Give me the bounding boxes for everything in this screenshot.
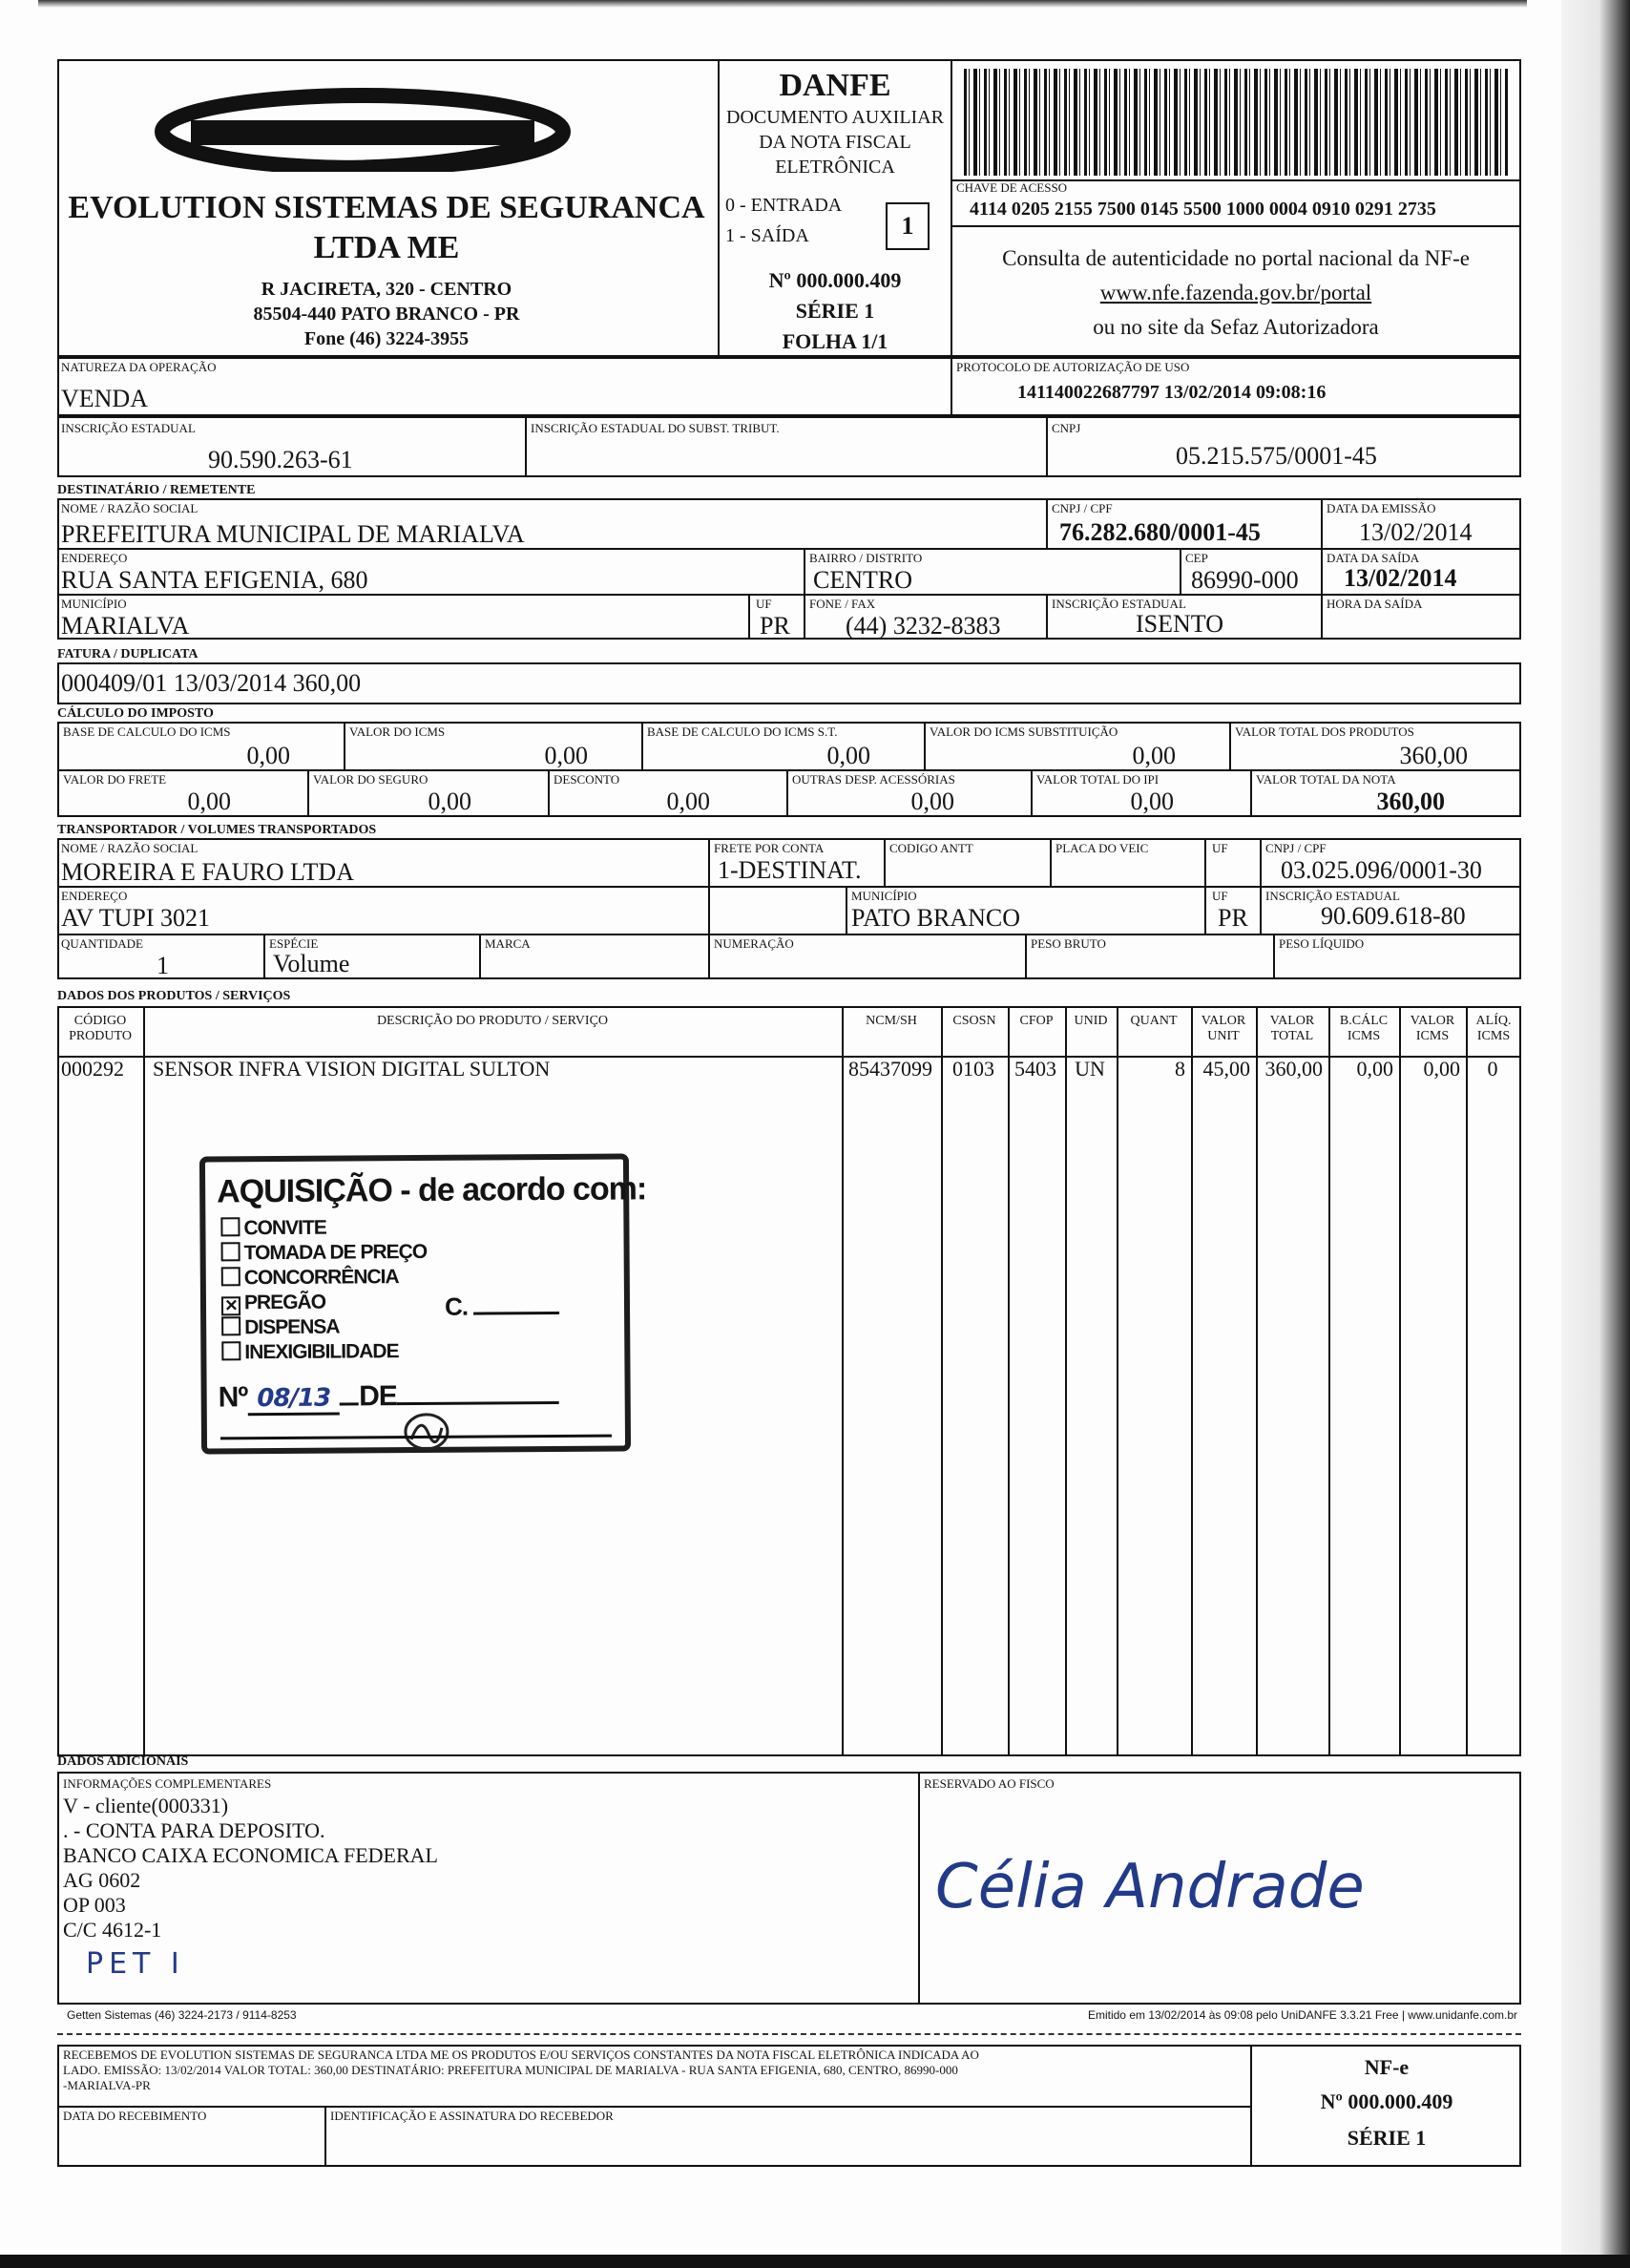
info-line: C/C 4612-1 bbox=[63, 1918, 162, 1942]
footer-emitido: Emitido em 13/02/2014 às 09:08 pelo UniDANFE 3.3.21 Free | www.unidanfe.com.br bbox=[1087, 2008, 1517, 2022]
imposto-label: VALOR TOTAL DA NOTA bbox=[1256, 772, 1396, 787]
fatura-section: FATURA / DUPLICATA bbox=[57, 647, 199, 662]
stamp-option-label: CONCORRÊNCIA bbox=[243, 1266, 399, 1290]
imposto-label: VALOR TOTAL DOS PRODUTOS bbox=[1235, 724, 1414, 739]
checkbox-icon bbox=[221, 1341, 240, 1360]
checked-box-icon: ✕ bbox=[221, 1296, 240, 1315]
danfe-tipo-box: 1 bbox=[886, 202, 930, 250]
stamp-numero-row bbox=[219, 1379, 559, 1414]
scan-top-shadow bbox=[38, 0, 1527, 8]
protocolo-label: PROTOCOLO DE AUTORIZAÇÃO DE USO bbox=[956, 360, 1190, 374]
dest-v-dates bbox=[1321, 498, 1323, 640]
stamp-option-label: PREGÃO bbox=[243, 1291, 326, 1314]
checkbox-icon bbox=[221, 1267, 240, 1286]
stamp-rubrica bbox=[398, 1411, 455, 1453]
imposto-label: VALOR TOTAL DO IPI bbox=[1036, 772, 1160, 787]
dest-cep-label: CEP bbox=[1185, 551, 1208, 565]
danfe-sub-3: ELETRÔNICA bbox=[775, 157, 895, 178]
dest-v-cep bbox=[1180, 548, 1181, 594]
checkbox-icon bbox=[220, 1217, 240, 1236]
transp-cnpj: 03.025.096/0001-30 bbox=[1281, 856, 1482, 884]
produtos-col-divider bbox=[143, 1006, 145, 1756]
produtos-col-divider bbox=[941, 1006, 943, 1756]
transp-nome: MOREIRA E FAURO LTDA bbox=[61, 858, 354, 886]
dest-v-uf bbox=[748, 594, 750, 640]
stamp-option bbox=[221, 1241, 428, 1266]
produto-unid: UN bbox=[1075, 1057, 1105, 1081]
transp-uf2-label: UF bbox=[1212, 889, 1228, 903]
danfe-sub-2: DA NOTA FISCAL bbox=[759, 132, 911, 153]
destinatario-section: DESTINATÁRIO / REMETENTE bbox=[57, 483, 256, 497]
dest-line-1 bbox=[57, 548, 1521, 550]
transp-nome-label: NOME / RAZÃO SOCIAL bbox=[61, 841, 199, 855]
ie-label: INSCRIÇÃO ESTADUAL bbox=[61, 421, 196, 435]
aquisicao-stamp bbox=[199, 1153, 647, 1454]
info-line: BANCO CAIXA ECONOMICA FEDERAL bbox=[63, 1843, 438, 1867]
imposto-label: VALOR DO ICMS SUBSTITUIÇÃO bbox=[930, 724, 1118, 739]
stamp-option bbox=[221, 1316, 340, 1340]
fisco-signature: Célia Andrade bbox=[935, 1852, 1365, 1922]
dest-bairro: CENTRO bbox=[813, 566, 912, 594]
transp-v-antt bbox=[884, 838, 886, 886]
produto-vicms: 0,00 bbox=[1423, 1057, 1460, 1081]
produtos-col-codigo: CÓDIGO PRODUTO bbox=[69, 1014, 132, 1043]
imposto-value: 0,00 bbox=[910, 788, 954, 815]
transp-uf-label: UF bbox=[1212, 841, 1228, 855]
transp-especie: Volume bbox=[273, 950, 350, 977]
produtos-col-divider bbox=[1256, 1006, 1258, 1756]
produtos-col-cfop: CFOP bbox=[1019, 1014, 1054, 1028]
ie-divider-1 bbox=[525, 416, 527, 477]
dest-endereco: RUA SANTA EFIGENIA, 680 bbox=[61, 566, 368, 594]
imposto-value: 0,00 bbox=[246, 742, 290, 769]
imposto-value: 0,00 bbox=[666, 788, 710, 815]
danfe-numero: Nº 000.000.409 bbox=[768, 268, 902, 292]
stamp-option-label: CONVITE bbox=[243, 1216, 326, 1240]
adicionais-divider bbox=[918, 1772, 920, 2005]
chave-consulta: Consulta de autenticidade no portal nacional da NF-e bbox=[1002, 246, 1470, 270]
produtos-col-divider bbox=[842, 1006, 844, 1756]
imposto-value: 360,00 bbox=[1376, 788, 1445, 815]
transp-v-uf bbox=[1204, 838, 1206, 934]
stamp-title: AQUISIÇÃO - de acordo com: bbox=[217, 1170, 647, 1210]
dest-endereco-label: ENDEREÇO bbox=[61, 551, 128, 565]
chave-label: CHAVE DE ACESSO bbox=[956, 180, 1068, 195]
produtos-col-bcalc: B.CÁLC ICMS bbox=[1339, 1014, 1389, 1043]
produto-vtotal: 360,00 bbox=[1264, 1057, 1323, 1081]
footer-software: Getten Sistemas (46) 3224-2173 / 9114-8253 bbox=[67, 2008, 297, 2022]
imposto-label: BASE DE CALCULO DO ICMS S.T. bbox=[647, 724, 838, 739]
dest-hora-label: HORA DA SAÍDA bbox=[1327, 597, 1423, 611]
transp-ie-label: INSCRIÇÃO ESTADUAL bbox=[1265, 889, 1400, 903]
canhoto-nfe: NF-e bbox=[1364, 2055, 1410, 2079]
info-label: INFORMAÇÕES COMPLEMENTARES bbox=[63, 1776, 272, 1791]
canhoto-mid-line bbox=[57, 2106, 1250, 2108]
canhoto-text-1: RECEBEMOS DE EVOLUTION SISTEMAS DE SEGURANCA LTDA ME OS PRODUTOS E/OU SERVIÇOS CONSTANTES DA NOTA FISCAL ELETRÔNICA INDICADA AO bbox=[63, 2048, 979, 2062]
info-line: . - CONTA PARA DEPOSITO. bbox=[63, 1818, 325, 1842]
produto-bcalc: 0,00 bbox=[1356, 1057, 1393, 1081]
stamp-de-label: DE bbox=[359, 1380, 397, 1413]
stamp-numero-prefix: Nº bbox=[218, 1381, 248, 1414]
dest-cnpj: 76.282.680/0001-45 bbox=[1059, 518, 1261, 546]
dest-fone: (44) 3232-8383 bbox=[846, 612, 1001, 640]
protocolo-value: 141140022687797 13/02/2014 09:08:16 bbox=[1017, 382, 1327, 403]
emitente-phone: Fone (46) 3224-3955 bbox=[303, 328, 470, 349]
emitente-cep-city: 85504-440 PATO BRANCO - PR bbox=[253, 304, 520, 325]
transp-v-esp bbox=[263, 934, 265, 979]
chave-ou: ou no site da Sefaz Autorizadora bbox=[1093, 315, 1379, 339]
transp-endereco-label: ENDEREÇO bbox=[61, 889, 128, 903]
dest-ie: ISENTO bbox=[1136, 610, 1223, 638]
checkbox-icon bbox=[221, 1242, 240, 1261]
dest-cnpj-label: CNPJ / CPF bbox=[1052, 501, 1113, 515]
produto-codigo: 000292 bbox=[61, 1057, 124, 1081]
canhoto-data-label: DATA DO RECEBIMENTO bbox=[63, 2109, 207, 2123]
dest-v-cnpj bbox=[1046, 498, 1048, 548]
header-divider-2 bbox=[951, 59, 952, 357]
transp-placa-label: PLACA DO VEIC bbox=[1055, 841, 1149, 855]
natureza-label: NATUREZA DA OPERAÇÃO bbox=[61, 360, 217, 374]
canhoto-serie: SÉRIE 1 bbox=[1347, 2126, 1427, 2150]
produtos-col-divider bbox=[1117, 1006, 1118, 1756]
stamp-c-text: C. bbox=[444, 1292, 469, 1321]
natureza-value: VENDA bbox=[61, 385, 148, 412]
produto-descricao: SENSOR INFRA VISION DIGITAL SULTON bbox=[153, 1057, 551, 1081]
canhoto-text-3: -MARIALVA-PR bbox=[63, 2078, 151, 2092]
produto-cfop: 5403 bbox=[1014, 1057, 1056, 1081]
canhoto-ident-label: IDENTIFICAÇÃO E ASSINATURA DO RECEBEDOR bbox=[330, 2109, 614, 2123]
transp-v-mun bbox=[846, 886, 847, 934]
stamp-numero-handwritten: 08/13 bbox=[247, 1384, 340, 1417]
produtos-col-divider bbox=[1008, 1006, 1010, 1756]
dest-emissao-label: DATA DA EMISSÃO bbox=[1327, 501, 1436, 515]
produtos-col-vtotal: VALOR TOTAL bbox=[1269, 1014, 1315, 1043]
emitente-name-1: EVOLUTION SISTEMAS DE SEGURANCA bbox=[68, 190, 705, 225]
produto-csosn: 0103 bbox=[952, 1057, 994, 1081]
imposto-value: 0,00 bbox=[1130, 788, 1174, 815]
transp-especie-label: ESPÉCIE bbox=[269, 936, 319, 951]
produtos-col-unid: UNID bbox=[1074, 1014, 1108, 1028]
stamp-option bbox=[221, 1340, 398, 1364]
adicionais-section: DADOS ADICIONAIS bbox=[57, 1754, 189, 1769]
transp-line-2 bbox=[57, 934, 1521, 935]
produtos-section: DADOS DOS PRODUTOS / SERVIÇOS bbox=[57, 989, 291, 1003]
produtos-col-descricao: DESCRIÇÃO DO PRODUTO / SERVIÇO bbox=[376, 1014, 609, 1028]
checkbox-icon bbox=[221, 1316, 240, 1335]
transp-bruto-label: PESO BRUTO bbox=[1031, 936, 1106, 951]
dest-saida-label: DATA DA SAÍDA bbox=[1327, 551, 1420, 565]
produto-aliq: 0 bbox=[1487, 1057, 1498, 1081]
transp-v-bruto bbox=[1025, 934, 1027, 979]
produto-ncm: 85437099 bbox=[848, 1057, 932, 1081]
stamp-option-label: INEXIGIBILIDADE bbox=[244, 1340, 399, 1364]
emitente-address: R JACIRETA, 320 - CENTRO bbox=[261, 279, 512, 300]
danfe-serie: SÉRIE 1 bbox=[795, 299, 875, 323]
transp-municipio-label: MUNICÍPIO bbox=[851, 889, 917, 903]
dest-nome-label: NOME / RAZÃO SOCIAL bbox=[61, 501, 199, 515]
dest-municipio-label: MUNICÍPIO bbox=[61, 597, 127, 611]
stamp-option bbox=[220, 1217, 326, 1241]
transp-cnpj-label: CNPJ / CPF bbox=[1265, 841, 1327, 855]
produto-quant: 8 bbox=[1175, 1057, 1185, 1081]
chave-bottom-line bbox=[951, 225, 1521, 227]
imposto-value: 360,00 bbox=[1399, 742, 1468, 769]
imposto-mid-line bbox=[57, 769, 1521, 771]
produtos-col-quant: QUANT bbox=[1130, 1014, 1178, 1028]
ie-st-label: INSCRIÇÃO ESTADUAL DO SUBST. TRIBUT. bbox=[531, 421, 780, 435]
transp-qtd-label: QUANTIDADE bbox=[61, 936, 143, 951]
danfe-entrada: 0 - ENTRADA bbox=[725, 195, 843, 216]
imposto-label: DESCONTO bbox=[554, 772, 620, 787]
imposto-value: 0,00 bbox=[1132, 742, 1176, 769]
fisco-label: RESERVADO AO FISCO bbox=[924, 1776, 1055, 1791]
ie-value: 90.590.263-61 bbox=[208, 446, 353, 473]
canhoto-v-data bbox=[324, 2106, 326, 2167]
imposto-value: 0,00 bbox=[826, 742, 870, 769]
dest-municipio: MARIALVA bbox=[61, 612, 190, 640]
barcode bbox=[964, 69, 1510, 176]
transp-liquido-label: PESO LÍQUIDO bbox=[1279, 936, 1365, 951]
page-edge-shadow bbox=[1561, 0, 1630, 2268]
stamp-option-label: DISPENSA bbox=[244, 1315, 340, 1339]
danfe-sub-1: DOCUMENTO AUXILIAR bbox=[726, 107, 944, 128]
cnpj-emit-label: CNPJ bbox=[1052, 421, 1081, 435]
company-logo bbox=[153, 86, 573, 172]
produtos-col-divider bbox=[1328, 1006, 1330, 1756]
dest-v-ie bbox=[1046, 594, 1048, 640]
transp-v-1 bbox=[708, 838, 710, 979]
stamp-option-label: TOMADA DE PREÇO bbox=[243, 1240, 428, 1265]
chave-url-link[interactable]: www.nfe.fazenda.gov.br/portal bbox=[1099, 281, 1372, 304]
stamp-option bbox=[221, 1292, 325, 1316]
dest-emissao: 13/02/2014 bbox=[1359, 518, 1473, 546]
info-line: V - cliente(000331) bbox=[63, 1794, 229, 1817]
fatura-value: 000409/01 13/03/2014 360,00 bbox=[61, 669, 362, 697]
produtos-col-vunit: VALOR UNIT bbox=[1201, 1014, 1246, 1043]
info-line: OP 003 bbox=[63, 1893, 126, 1917]
dest-v-fone bbox=[804, 594, 805, 640]
transp-endereco: AV TUPI 3021 bbox=[61, 904, 211, 932]
imposto-label: VALOR DO ICMS bbox=[349, 724, 446, 739]
dest-saida: 13/02/2014 bbox=[1344, 564, 1457, 592]
imposto-label: VALOR DO FRETE bbox=[63, 772, 167, 787]
produtos-col-divider bbox=[1399, 1006, 1401, 1756]
stamp-c-label bbox=[445, 1292, 559, 1322]
emitente-name-2: LTDA ME bbox=[313, 230, 460, 265]
dest-v-bairro bbox=[804, 548, 805, 594]
produtos-col-csosn: CSOSN bbox=[952, 1014, 996, 1028]
handwritten-note: PET I bbox=[86, 1947, 185, 1981]
dest-bairro-label: BAIRRO / DISTRITO bbox=[809, 551, 923, 565]
dest-uf: PR bbox=[760, 612, 790, 640]
transp-ie: 90.609.618-80 bbox=[1321, 902, 1466, 930]
produto-vunit: 45,00 bbox=[1202, 1057, 1250, 1081]
transporte-section: TRANSPORTADOR / VOLUMES TRANSPORTADOS bbox=[57, 823, 377, 837]
produtos-col-vicms: VALOR ICMS bbox=[1410, 1014, 1455, 1043]
dest-uf-label: UF bbox=[756, 597, 772, 611]
transp-uf2: PR bbox=[1218, 904, 1248, 932]
table-row bbox=[57, 1058, 1521, 1084]
produtos-col-divider bbox=[1065, 1006, 1067, 1756]
transp-frete: 1-DESTINAT. bbox=[718, 856, 862, 884]
produtos-col-divider bbox=[1466, 1006, 1468, 1756]
natureza-divider bbox=[951, 357, 952, 416]
imposto-value: 0,00 bbox=[428, 788, 471, 815]
transp-marca-label: MARCA bbox=[485, 936, 531, 951]
transp-v-placa bbox=[1050, 838, 1052, 886]
info-line: AG 0602 bbox=[63, 1868, 141, 1892]
imposto-section: CÁLCULO DO IMPOSTO bbox=[57, 706, 214, 721]
transp-v-liq bbox=[1273, 934, 1275, 979]
ie-divider-2 bbox=[1046, 416, 1048, 477]
dest-cep: 86990-000 bbox=[1191, 566, 1299, 594]
transp-frete-label: FRETE POR CONTA bbox=[714, 841, 825, 855]
transp-municipio: PATO BRANCO bbox=[851, 904, 1021, 932]
imposto-label: VALOR DO SEGURO bbox=[313, 772, 428, 787]
tear-line bbox=[57, 2033, 1521, 2035]
canhoto-text-2: LADO. EMISSÃO: 13/02/2014 VALOR TOTAL: 360,00 DESTINATÁRIO: PREFEITURA MUNICIPAL DE MARIALVA - RUA SANTA EFIGENIA, 680, CENTRO, 86990-000 bbox=[63, 2063, 958, 2077]
danfe-saida: 1 - SAÍDA bbox=[725, 225, 809, 246]
transp-qtd: 1 bbox=[157, 952, 169, 979]
imposto-value: 0,00 bbox=[187, 788, 231, 815]
danfe-title: DANFE bbox=[779, 68, 891, 103]
canhoto-numero: Nº 000.000.409 bbox=[1320, 2090, 1453, 2113]
danfe-folha: FOLHA 1/1 bbox=[782, 329, 888, 353]
dest-line-2 bbox=[57, 594, 1521, 596]
dest-fone-label: FONE / FAX bbox=[809, 597, 876, 611]
transp-line-1 bbox=[57, 886, 1521, 888]
imposto-label: OUTRAS DESP. ACESSÓRIAS bbox=[792, 772, 955, 787]
scan-bottom-edge bbox=[0, 2255, 1630, 2268]
produtos-col-ncm: NCM/SH bbox=[866, 1014, 917, 1028]
dest-ie-label: INSCRIÇÃO ESTADUAL bbox=[1052, 597, 1186, 611]
transp-numeracao-label: NUMERAÇÃO bbox=[714, 936, 794, 951]
chave-value: 4114 0205 2155 7500 0145 5500 1000 0004 0910 0291 2735 bbox=[970, 199, 1436, 220]
cnpj-emit-value: 05.215.575/0001-45 bbox=[1176, 442, 1377, 470]
transp-v-cnpj bbox=[1260, 838, 1262, 934]
produtos-col-divider bbox=[1191, 1006, 1193, 1756]
dest-nome: PREFEITURA MUNICIPAL DE MARIALVA bbox=[61, 520, 525, 548]
imposto-label: BASE DE CALCULO DO ICMS bbox=[63, 724, 231, 739]
produtos-col-aliq: ALÍQ. ICMS bbox=[1475, 1014, 1512, 1043]
stamp-option bbox=[221, 1266, 399, 1290]
transp-antt-label: CODIGO ANTT bbox=[889, 841, 973, 855]
imposto-value: 0,00 bbox=[544, 742, 588, 769]
transp-v-marca bbox=[479, 934, 481, 979]
